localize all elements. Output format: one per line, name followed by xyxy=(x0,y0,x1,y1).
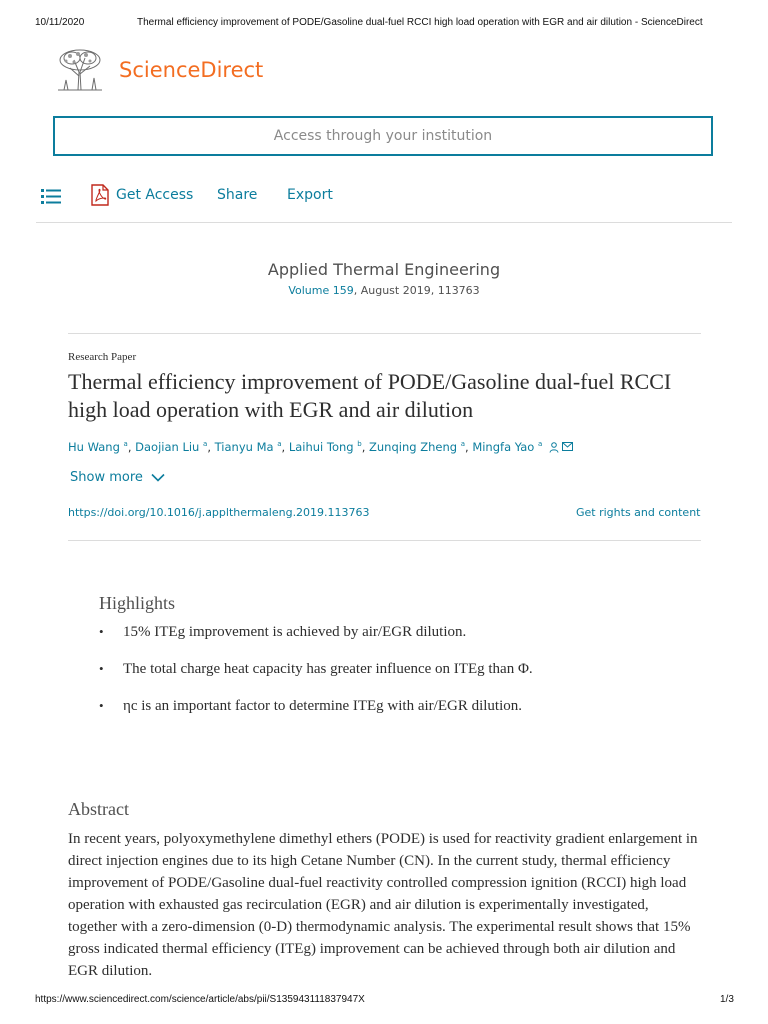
journal-title[interactable]: Applied Thermal Engineering xyxy=(267,260,501,279)
author-link[interactable]: Hu Wang $^a$ xyxy=(68,440,128,454)
person-icon[interactable] xyxy=(549,442,559,453)
print-page-number: 1/3 xyxy=(720,994,734,1005)
article-title: Thermal efficiency improvement of PODE/Gasoline dual-fuel RCCI high load operation with EGR and air dilution xyxy=(68,369,672,422)
toolbar-divider xyxy=(36,222,732,223)
journal-volume-line xyxy=(0,284,768,297)
journal-name[interactable] xyxy=(0,260,768,279)
get-access-link[interactable]: Get Access xyxy=(116,187,194,203)
article-type: Research Paper xyxy=(68,351,137,363)
pdf-icon[interactable] xyxy=(90,184,110,206)
meta-divider xyxy=(68,540,701,541)
chevron-down-icon xyxy=(151,473,165,482)
author-link[interactable]: Zunqing Zheng $^a$ xyxy=(369,440,465,454)
list-item: • ηc is an important factor to determine ITEg with air/EGR dilution. xyxy=(99,698,699,735)
author-link[interactable]: Mingfa Yao $^a$ xyxy=(472,440,543,454)
print-page-title: Thermal efficiency improvement of PODE/Gasoline dual-fuel RCCI high load operation with EGR and air dilution - ScienceDirect xyxy=(137,17,703,28)
author-link[interactable]: Laihui Tong $^b$ xyxy=(288,440,362,454)
list-item: • 15% ITEg improvement is achieved by air/EGR dilution. xyxy=(99,624,699,661)
access-institution-label: Access through your institution xyxy=(273,128,493,144)
brand-name[interactable]: ScienceDirect xyxy=(119,58,264,82)
author-link[interactable]: Tianyu Ma $^a$ xyxy=(214,440,282,454)
outline-list-icon[interactable] xyxy=(41,187,63,205)
journal-divider xyxy=(68,333,701,334)
list-item: • The total charge heat capacity has greater influence on ITEg than Φ. xyxy=(99,661,699,698)
author-link[interactable]: Daojian Liu $^a$ xyxy=(135,440,208,454)
highlights-heading: Highlights xyxy=(99,593,176,613)
volume-link[interactable]: Volume 159 xyxy=(288,284,354,297)
elsevier-tree-logo-icon[interactable] xyxy=(52,46,108,94)
author-list: Hu Wang $^a$, Daojian Liu $^a$, Tianyu Ma $^a$, Laihui Tong $^b$, Zunqing Zheng $^a$, Mingfa Yao $^a$ xyxy=(68,440,573,454)
access-institution-button[interactable] xyxy=(53,116,713,156)
highlights-list xyxy=(99,624,699,735)
show-more-label: Show more xyxy=(70,470,143,485)
abstract-heading: Abstract xyxy=(68,799,129,819)
abstract-text: In recent years, polyoxymethylene dimethyl ethers (PODE) is used for reactivity gradient enlargement in direct injection engines due to its high Cetane Number (CN). In the current study, thermal efficiency improvement of PODE/Gasoline dual-fuel reactivity controlled compression ignition (RCCI) high load operation with exhausted gas recirculation (EGR) and air dilution is experimentally investigated, together with a zero-dimension (0-D) thermodynamic analysis. The experimental result shows that 15% gross indicated thermal efficiency (ITEg) improvement can be achieved through both air dilution and EGR dilution. xyxy=(68,831,698,979)
volume-details: , August 2019, 113763 xyxy=(353,284,480,297)
print-date: 10/11/2020 xyxy=(35,17,85,28)
share-link[interactable]: Share xyxy=(217,187,258,203)
print-url: https://www.sciencedirect.com/science/article/abs/pii/S135943111837947X xyxy=(35,994,365,1005)
doi-link[interactable]: https://doi.org/10.1016/j.applthermaleng.2019.113763 xyxy=(68,506,370,519)
show-more-button[interactable] xyxy=(70,470,165,485)
export-link[interactable]: Export xyxy=(287,187,333,203)
email-icon[interactable] xyxy=(562,442,573,451)
rights-link[interactable]: Get rights and content xyxy=(576,506,701,519)
